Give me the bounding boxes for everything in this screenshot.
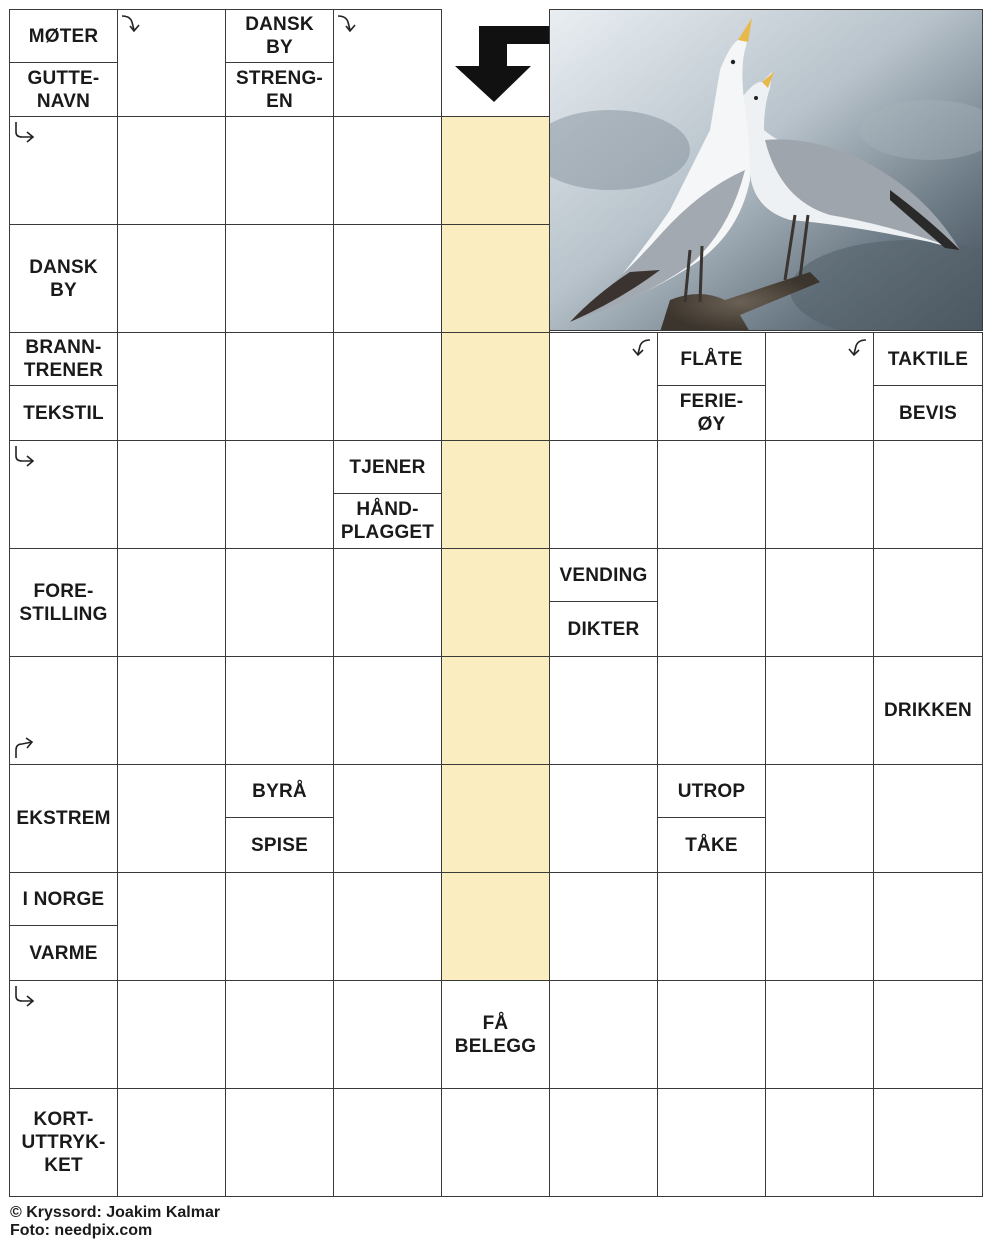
- answer-cell[interactable]: [333, 656, 442, 765]
- answer-cell[interactable]: [225, 872, 334, 981]
- clue-branntrener: BRANN- TRENER: [9, 332, 118, 386]
- answer-cell[interactable]: [117, 872, 226, 981]
- answer-cell[interactable]: [117, 1088, 226, 1197]
- answer-cell[interactable]: [117, 224, 226, 333]
- solution-cell[interactable]: [441, 548, 550, 657]
- answer-cell[interactable]: [765, 1088, 874, 1197]
- answer-cell[interactable]: [225, 548, 334, 657]
- answer-cell[interactable]: [765, 980, 874, 1089]
- answer-cell[interactable]: [873, 440, 983, 549]
- answer-cell[interactable]: [225, 440, 334, 549]
- answer-cell[interactable]: [117, 332, 226, 441]
- answer-cell[interactable]: [225, 224, 334, 333]
- answer-cell[interactable]: [657, 548, 766, 657]
- clue-taktile: TAKTILE: [873, 332, 983, 386]
- answer-cell[interactable]: [549, 980, 658, 1089]
- credits-line-photo: Foto: needpix.com: [10, 1222, 153, 1239]
- clue-fa-belegg: FÅ BELEGG: [441, 980, 550, 1089]
- answer-cell[interactable]: [117, 116, 226, 225]
- answer-cell[interactable]: [225, 1088, 334, 1197]
- clue-vending: VENDING: [549, 548, 658, 602]
- answer-cell[interactable]: [117, 548, 226, 657]
- clue-varme: VARME: [9, 925, 118, 981]
- answer-cell[interactable]: [765, 872, 874, 981]
- seagulls-image: [550, 10, 983, 331]
- arrow-left-down-icon: [626, 336, 652, 362]
- clue-strengen: STRENG- EN: [225, 62, 334, 117]
- clue-bevis: BEVIS: [873, 385, 983, 441]
- answer-cell[interactable]: [657, 1088, 766, 1197]
- answer-cell[interactable]: [225, 656, 334, 765]
- answer-cell[interactable]: [225, 980, 334, 1089]
- answer-cell[interactable]: [333, 548, 442, 657]
- clue-byra: BYRÅ: [225, 764, 334, 818]
- clue-dansk-by: DANSK BY: [9, 224, 118, 333]
- clue-spise: SPISE: [225, 817, 334, 873]
- answer-cell[interactable]: [657, 872, 766, 981]
- answer-cell[interactable]: [657, 980, 766, 1089]
- answer-cell[interactable]: [333, 1088, 442, 1197]
- arrow-down-right-icon: [12, 444, 38, 470]
- answer-cell[interactable]: [549, 872, 658, 981]
- arrow-down-right-icon: [12, 984, 38, 1010]
- answer-cell[interactable]: [117, 656, 226, 765]
- solution-cell[interactable]: [441, 764, 550, 873]
- clue-ferieoy: FERIE- ØY: [657, 385, 766, 441]
- answer-cell[interactable]: [225, 116, 334, 225]
- answer-cell[interactable]: [333, 980, 442, 1089]
- answer-cell[interactable]: [765, 764, 874, 873]
- solution-cell[interactable]: [441, 224, 550, 333]
- answer-cell[interactable]: [441, 1088, 550, 1197]
- clue-i-norge: I NORGE: [9, 872, 118, 926]
- clue-tekstil: TEKSTIL: [9, 385, 118, 441]
- answer-cell[interactable]: [549, 764, 658, 873]
- credits-line-author: © Kryssord: Joakim Kalmar: [10, 1204, 221, 1221]
- clue-dansk-by-top: DANSK BY: [225, 9, 334, 63]
- seagulls-photo: [549, 9, 983, 331]
- arrow-up-right-icon: [12, 734, 38, 760]
- clue-moter: MØTER: [9, 9, 118, 63]
- clue-ekstrem: EKSTREM: [9, 764, 118, 873]
- solution-cell[interactable]: [441, 440, 550, 549]
- clue-forestilling: FORE- STILLING: [9, 548, 118, 657]
- clue-dikter: DIKTER: [549, 601, 658, 657]
- answer-cell[interactable]: [333, 224, 442, 333]
- answer-cell[interactable]: [549, 1088, 658, 1197]
- answer-cell[interactable]: [333, 872, 442, 981]
- answer-cell[interactable]: [765, 440, 874, 549]
- answer-cell[interactable]: [873, 548, 983, 657]
- answer-cell[interactable]: [333, 116, 442, 225]
- clue-kortuttrykket: KORT- UTTRYK- KET: [9, 1088, 118, 1197]
- credits: [10, 1204, 220, 1240]
- clue-handplagget: HÅND- PLAGGET: [333, 493, 442, 549]
- answer-cell[interactable]: [549, 656, 658, 765]
- clue-tjener: TJENER: [333, 440, 442, 494]
- clue-utrop: UTROP: [657, 764, 766, 818]
- answer-cell[interactable]: [225, 332, 334, 441]
- clue-flate: FLÅTE: [657, 332, 766, 386]
- answer-cell[interactable]: [765, 656, 874, 765]
- answer-cell[interactable]: [873, 1088, 983, 1197]
- clue-drikken: DRIKKEN: [873, 656, 983, 765]
- solution-cell[interactable]: [441, 116, 550, 225]
- answer-cell[interactable]: [333, 332, 442, 441]
- solution-cell[interactable]: [441, 872, 550, 981]
- answer-cell[interactable]: [117, 440, 226, 549]
- answer-cell[interactable]: [873, 872, 983, 981]
- arrow-right-down-icon: [120, 12, 146, 38]
- arrow-down-right-icon: [12, 120, 38, 146]
- answer-cell[interactable]: [873, 980, 983, 1089]
- answer-cell[interactable]: [117, 764, 226, 873]
- answer-cell[interactable]: [657, 656, 766, 765]
- clue-take: TÅKE: [657, 817, 766, 873]
- answer-cell[interactable]: [549, 440, 658, 549]
- solution-cell[interactable]: [441, 332, 550, 441]
- answer-cell[interactable]: [657, 440, 766, 549]
- answer-cell[interactable]: [873, 764, 983, 873]
- arrow-right-down-icon: [336, 12, 362, 38]
- answer-cell[interactable]: [765, 548, 874, 657]
- arrow-left-down-icon: [842, 336, 868, 362]
- solution-direction-arrow-icon: [449, 14, 549, 106]
- answer-cell[interactable]: [333, 764, 442, 873]
- solution-cell[interactable]: [441, 656, 550, 765]
- answer-cell[interactable]: [117, 980, 226, 1089]
- clue-guttenavn: GUTTE- NAVN: [9, 62, 118, 117]
